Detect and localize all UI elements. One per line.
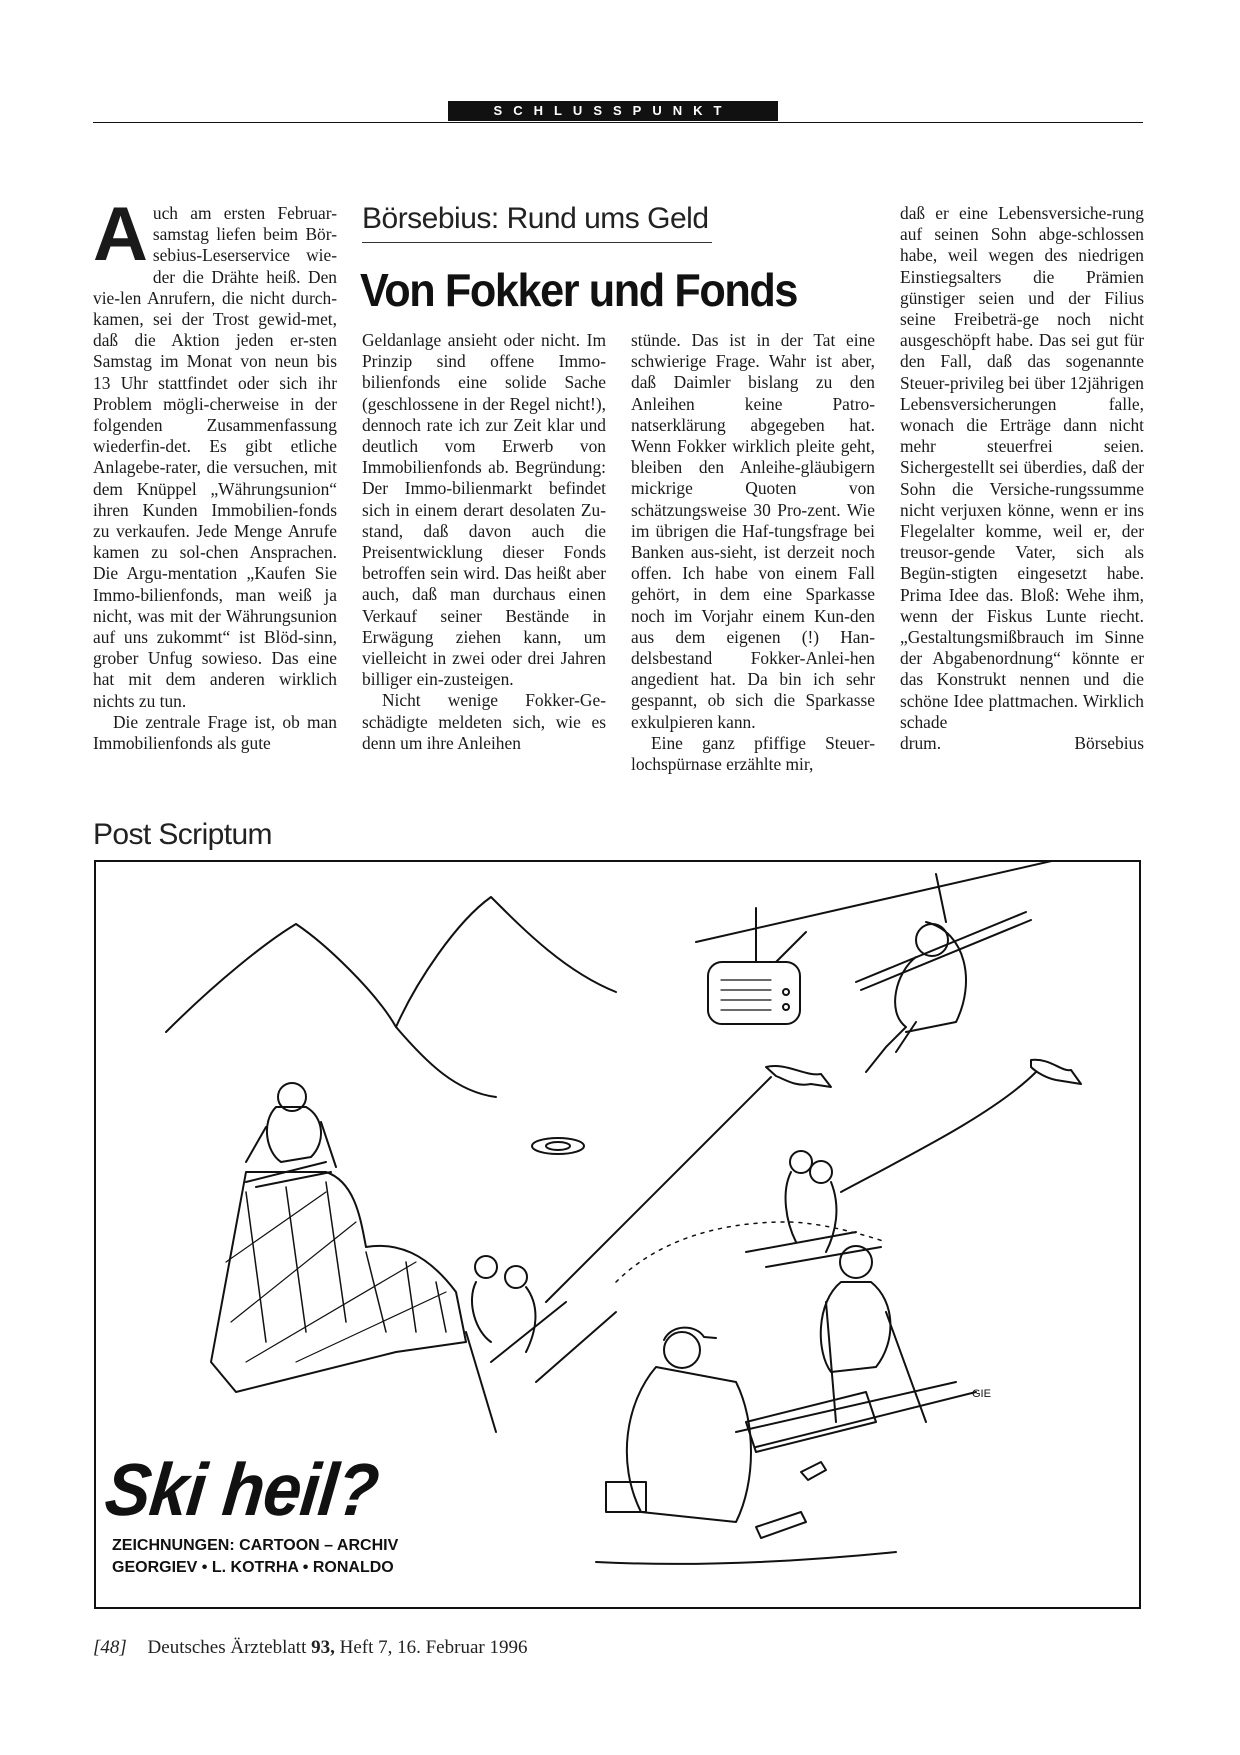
cable-wire	[696, 862, 1056, 942]
skier-couple-head	[790, 1151, 812, 1173]
cartoon-credit-line-2: GEORGIEV • L. KOTRHA • RONALDO	[112, 1559, 394, 1576]
mountain-slope	[396, 1027, 496, 1097]
signature-line	[900, 733, 1144, 754]
radio-antenna	[776, 932, 806, 962]
skier-group-head	[475, 1256, 497, 1278]
cartoon-title: Ski heil?	[101, 1448, 382, 1531]
journal-volume: 93,	[311, 1637, 335, 1658]
cartoon-frame	[94, 860, 1141, 1609]
paragraph: Geldanlage ansieht oder nicht. Im Prinzip sind offene Immo-bilienfonds eine solide Sache (geschlossene in der Regel nicht!), dennoch rate ich zur Zeit klar und deutlich vom Erwerb von Immobilienfonds ab. Begründung: Der Immo-bilienmarkt befindet sich in einem derart desolaten Zu-stand, daß davon auch die Preisentwicklung dieser Fonds betroffen sein wird. Das heißt aber auch, daß man durchaus einen Verkauf seiner Bestände in Erwägung ziehen kann, um vielleicht in zwei oder drei Jahren billiger ein-zusteigen.	[362, 330, 606, 690]
small-bottle	[801, 1462, 826, 1480]
kite-line-right	[841, 1072, 1036, 1192]
chairlift-hanger	[936, 874, 946, 922]
article-column-2	[362, 330, 606, 754]
jumper-body	[267, 1107, 321, 1162]
page-footer	[93, 1637, 527, 1659]
chairlift-chair	[906, 922, 966, 1032]
article-column-4	[900, 203, 1144, 754]
seated-man-head	[664, 1332, 700, 1368]
journal-name: Deutsches Ärzteblatt	[147, 1637, 307, 1658]
article-column-3	[631, 330, 875, 775]
paragraph: Eine ganz pfiffige Steuer-lochspürnase erzählte mir,	[631, 732, 875, 775]
skier-group-skis	[466, 1302, 616, 1432]
jumper-skis	[246, 1162, 331, 1187]
postscript-title: Post Scriptum	[93, 818, 272, 851]
kicker-rule	[362, 242, 712, 243]
paragraph: Nicht wenige Fokker-Ge-schädigte meldeten sich, wie es denn um ihre Anleihen	[362, 690, 606, 753]
toolbox	[606, 1482, 646, 1512]
header-rule	[93, 122, 1143, 123]
paragraph: uch am ersten Februar-samstag liefen beim Bör-sebius-Leserservice wie-der die Drähte heiß. Den vie-len Anrufern, die nicht durch-kamen, sei der Trost gewid-met, daß die Aktion jeden er-sten Samstag im Monat von neun bis 13 Uhr stattfindet oder sich ihr Problem mögli-cherweise in der folgenden Zusammenfassung wiederfin-det. Es gibt etliche Anlagebe-rater, die versuchen, mit dem Knüppel „Währungsunion“ ihren Kunden Immobilien-fonds zu verkaufen. Jede Menge Anrufe kamen zu sol-chen Ansprachen. Die Argu-mentation „Kaufen Sie Immo-bilienfonds, man weiß ja nicht, was mit der Währungsunion auf uns zukommt“ ist Blöd-sinn, grober Unfug sowieso. Das eine hat mit dem anderen wirklich nichts zu tun.	[93, 203, 337, 711]
paragraph: daß er eine Lebensversiche-rung auf seinen Sohn abge-schlossen habe, weil wegen des niedrigen Einstiegsalters die Prämien günstiger seien und der Filius seine Freibeträ-ge noch nicht ausgeschöpft habe. Das sei gut für den Fall, daß das sogenannte Steuer-privileg bei über 12jährigen Lebensversicherungen falle, wonach die Erträge dann nicht mehr steuerfrei seien. Sichergestellt sei überdies, daß der Sohn die Versiche-rungssumme nicht verjuxen könne, wenn er ins Flegelalter komme, weil er, der treusor-gende Vater, sich als Begün-stigten eingesetzt habe. Prima Idee das. Bloß: Wehe ihm, wenn der Fiskus Lunte riecht. „Gestaltungsmißbrauch im Sinne der Abgabenordnung“ könnte er das Konstrukt nennen und die schöne Idee plattmachen. Wirklich schade	[900, 203, 1144, 732]
article-kicker: Börsebius: Rund ums Geld	[362, 202, 709, 235]
skier-couple-skis	[746, 1232, 881, 1267]
article-headline: Von Fokker und Fonds	[360, 264, 798, 316]
article-column-1	[93, 192, 337, 754]
brush	[756, 1512, 806, 1538]
kite-line-left	[546, 1077, 771, 1302]
ground-line	[596, 1552, 896, 1564]
paragraph: Die zentrale Frage ist, ob man Immobilienfonds als gute	[93, 711, 337, 754]
landing-target	[532, 1138, 584, 1154]
ski-jump-ramp	[211, 1172, 466, 1392]
radio-gondola	[708, 962, 800, 1024]
journal-issue: Heft 7, 16. Februar 1996	[339, 1637, 528, 1658]
mountain-outline	[166, 897, 616, 1032]
bird-left	[766, 1066, 831, 1087]
last-word: drum.	[900, 733, 942, 754]
bird-right	[1031, 1060, 1081, 1084]
paragraph: stünde. Das ist in der Tat eine schwierige Frage. Wahr ist aber, daß Daimler bislang zu den Anleihen keine Patro-natserklärung abgegeben hat. Wenn Fokker wirklich pleite geht, bleiben den Anleihe-gläubigern mickrige Quoten von schätzungsweise 30 Pro-zent. Wie im übrigen die Haf-tungsfrage bei Banken aus-sieht, ist derzeit noch offen. Ich habe von einem Fall gehört, in dem eine Sparkasse noch im Vorjahr einem Kun-den aus dem eigenen (!) Han-delsbestand Fokker-Anlei-hen angedient hat. Da bin ich sehr gespannt, ob sich die Sparkasse exkulpieren kann.	[631, 330, 875, 732]
author-signature: Börsebius	[1074, 733, 1144, 754]
skier-group-bodies	[472, 1282, 535, 1352]
standing-skier-poles	[826, 1302, 926, 1422]
section-label: SCHLUSSPUNKT	[448, 101, 778, 121]
artist-mark: GIE	[972, 1388, 991, 1400]
page-number: [48]	[93, 1637, 127, 1658]
drop-cap: A	[93, 192, 148, 277]
cartoon-credit-line-1: ZEICHNUNGEN: CARTOON – ARCHIV	[112, 1537, 399, 1554]
